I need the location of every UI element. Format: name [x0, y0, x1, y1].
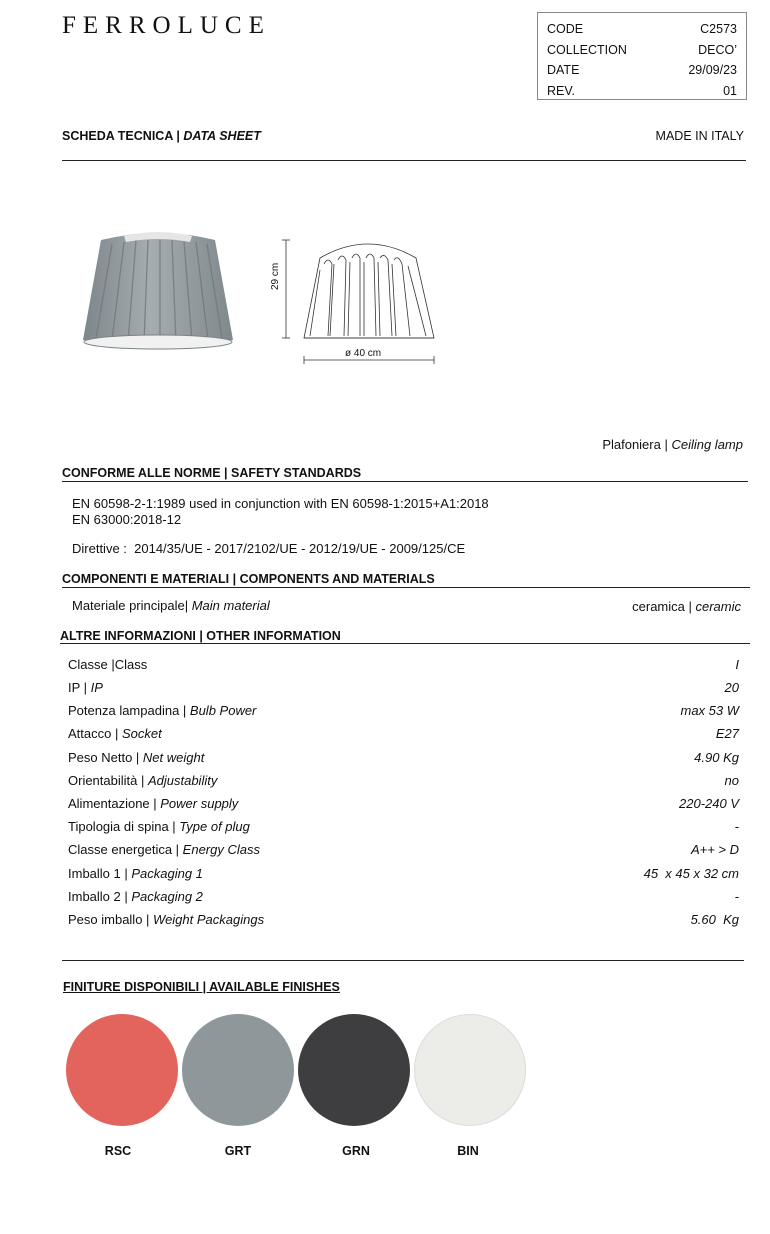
- finish-swatch-grn: [298, 1014, 410, 1126]
- info-value: -: [734, 889, 739, 904]
- info-row-class: [68, 657, 739, 672]
- date-label: DATE: [547, 63, 580, 77]
- safety-section-title: CONFORME ALLE NORME | SAFETY STANDARDS: [62, 466, 362, 480]
- info-label: [68, 912, 264, 927]
- revision-value: 01: [723, 83, 737, 98]
- info-label-en: Bulb Power: [189, 703, 257, 718]
- main-material-label-en: Main material: [191, 598, 270, 613]
- brand-logo: FERROLUCE: [62, 12, 271, 39]
- info-row-packaging-weight: [68, 912, 739, 927]
- other-info-section-title: ALTRE INFORMAZIONI | OTHER INFORMATION: [60, 629, 341, 643]
- revision-row: [547, 81, 737, 102]
- other-info-divider: [60, 643, 750, 644]
- info-row-packaging-2: [68, 889, 739, 904]
- info-label-it: Classe |: [68, 657, 115, 672]
- info-label: [68, 726, 162, 741]
- info-label: [68, 703, 256, 718]
- product-type: [602, 437, 743, 452]
- finish-code-bin: BIN: [457, 1144, 479, 1158]
- collection-label: COLLECTION: [547, 42, 627, 57]
- info-label-en: IP: [90, 680, 103, 695]
- info-value: 45 x 45 x 32 cm: [643, 866, 739, 881]
- finish-swatch-rsc: [66, 1014, 178, 1126]
- info-label-it: Potenza lampadina |: [68, 703, 190, 718]
- collection-row: [547, 40, 737, 61]
- info-label-it: Attacco |: [68, 726, 122, 741]
- sheet-title-it: SCHEDA TECNICA |: [62, 129, 184, 143]
- info-row-power-supply: [68, 796, 739, 811]
- product-type-it: Plafoniera |: [602, 437, 672, 452]
- finish-code-grn: GRN: [342, 1144, 370, 1158]
- info-label-it: Classe energetica |: [68, 842, 183, 857]
- info-row-socket: [68, 726, 739, 741]
- info-label-it: Alimentazione |: [68, 796, 161, 811]
- info-label-it: Peso imballo |: [68, 912, 154, 927]
- info-row-plug-type: [68, 819, 739, 834]
- product-photo: [78, 228, 238, 354]
- product-type-en: Ceiling lamp: [671, 437, 743, 452]
- safety-standard-line2: EN 63000:2018-12: [72, 512, 182, 527]
- info-label-it: Imballo 1 |: [68, 866, 132, 881]
- info-label: [68, 842, 260, 857]
- safety-divider: [62, 481, 748, 482]
- info-value: 4.90 Kg: [694, 750, 739, 765]
- main-material-label-it: Materiale principale|: [72, 598, 192, 613]
- info-label: [68, 819, 250, 834]
- finish-swatch-bin: [414, 1014, 526, 1126]
- code-row: [547, 19, 737, 40]
- height-dimension-label: 29 cm: [270, 262, 281, 290]
- info-value: -: [734, 819, 739, 834]
- info-label-en: Power supply: [160, 796, 239, 811]
- main-material-value: [632, 599, 741, 614]
- info-value: no: [724, 773, 739, 788]
- info-row-adjustability: [68, 773, 739, 788]
- technical-drawing: [272, 234, 444, 366]
- code-value: C2573: [700, 22, 737, 36]
- info-label-en: Weight Packagings: [153, 912, 265, 927]
- safety-standard-line1: EN 60598-2-1:1989 used in conjunction with EN 60598-1:2015+A1:2018: [72, 496, 489, 511]
- info-label: [68, 889, 203, 904]
- info-row-bulb-power: [68, 703, 739, 718]
- info-label: [68, 680, 103, 695]
- revision-label: REV.: [547, 83, 576, 98]
- finish-swatch-grt: [182, 1014, 294, 1126]
- width-dimension-label: ø 40 cm: [345, 348, 382, 359]
- info-label-en: Energy Class: [182, 842, 260, 857]
- info-label-en: Socket: [121, 726, 162, 741]
- info-value: 5.60 Kg: [690, 912, 739, 927]
- info-row-packaging-1: [68, 866, 739, 881]
- info-label-it: IP |: [68, 680, 91, 695]
- made-in-italy: MADE IN ITALY: [655, 129, 744, 143]
- info-label: [68, 657, 147, 672]
- info-value: 220-240 V: [679, 796, 739, 811]
- main-material-label: [72, 598, 270, 613]
- info-label-it: Peso Netto |: [68, 750, 143, 765]
- info-bottom-divider: [62, 960, 744, 961]
- components-divider: [62, 587, 750, 588]
- info-value: I: [735, 657, 739, 672]
- info-label: [68, 866, 203, 881]
- main-material-value-it: ceramica |: [632, 599, 696, 614]
- info-label-en: Class: [114, 657, 148, 672]
- info-value: A++ > D: [690, 842, 739, 857]
- sheet-title: [62, 129, 261, 143]
- sheet-title-en: DATA SHEET: [183, 129, 261, 143]
- info-value: max 53 W: [680, 703, 739, 718]
- info-row-net-weight: [68, 750, 739, 765]
- info-value: 20: [724, 680, 739, 695]
- info-label: [68, 773, 217, 788]
- components-section-title: COMPONENTI E MATERIALI | COMPONENTS AND MATERIALS: [62, 572, 435, 586]
- info-label: [68, 796, 238, 811]
- info-label-it: Tipologia di spina |: [68, 819, 180, 834]
- info-label-en: Adjustability: [147, 773, 218, 788]
- code-box: [537, 12, 747, 100]
- info-label-en: Net weight: [142, 750, 205, 765]
- info-label-en: Packaging 1: [131, 866, 203, 881]
- info-value: E27: [715, 726, 739, 741]
- code-label: CODE: [547, 22, 584, 36]
- date-value: 29/09/23: [688, 63, 737, 77]
- main-material-value-en: ceramic: [695, 599, 741, 614]
- finish-code-grt: GRT: [224, 1144, 252, 1158]
- info-row-ip: [68, 680, 739, 695]
- date-row: [547, 60, 737, 81]
- info-row-energy-class: [68, 842, 739, 857]
- info-label-it: Imballo 2 |: [68, 889, 132, 904]
- header-divider: [62, 160, 746, 161]
- info-label-en: Packaging 2: [131, 889, 203, 904]
- info-label-en: Type of plug: [179, 819, 250, 834]
- finish-code-rsc: RSC: [104, 1144, 132, 1158]
- directives-line: Direttive : 2014/35/UE - 2017/2102/UE - 2012/19/UE - 2009/125/CE: [72, 541, 466, 556]
- info-label: [68, 750, 204, 765]
- collection-value: DECO’: [698, 42, 737, 57]
- finishes-section-title: FINITURE DISPONIBILI | AVAILABLE FINISHES: [63, 980, 340, 994]
- info-label-it: Orientabilità |: [68, 773, 148, 788]
